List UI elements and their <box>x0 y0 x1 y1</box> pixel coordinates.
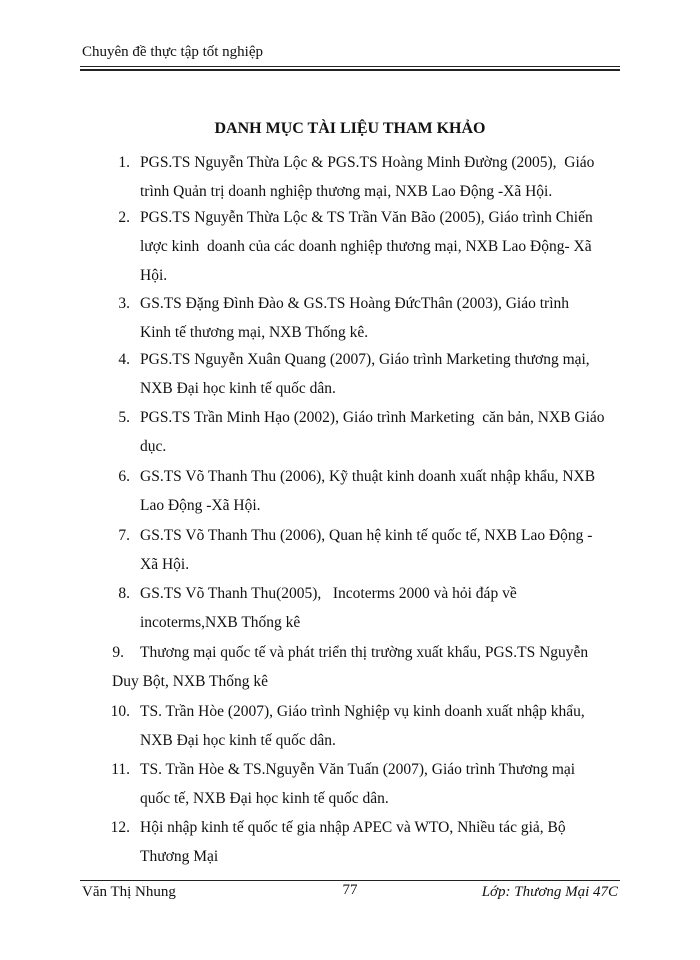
reference-text-line: GS.TS Võ Thanh Thu (2006), Quan hệ kinh tế quốc tế, NXB Lao Động - <box>140 527 593 544</box>
reference-number: 7. <box>118 527 130 544</box>
reference-number: 10. <box>110 703 130 720</box>
header-divider <box>80 66 620 67</box>
reference-text-line: trình Quản trị doanh nghiệp thương mại, NXB Lao Động -Xã Hội. <box>140 183 553 200</box>
reference-text-line: TS. Trần Hòe & TS.Nguyễn Văn Tuấn (2007), Giáo trình Thương mại <box>140 761 576 778</box>
reference-number: 3. <box>118 295 130 312</box>
reference-text-line: Kinh tế thương mại, NXB Thống kê. <box>140 324 369 341</box>
reference-text-line: Lao Động -Xã Hội. <box>140 497 261 514</box>
reference-number: 9. <box>112 644 124 661</box>
reference-text-line: PGS.TS Nguyễn Thừa Lộc & TS Trần Văn Bão (2005), Giáo trình Chiến <box>140 209 593 226</box>
reference-number: 12. <box>110 819 130 836</box>
reference-number: 4. <box>118 351 130 368</box>
reference-text-line: Hội nhập kinh tế quốc tế gia nhập APEC và WTO, Nhiều tác giả, Bộ <box>140 819 566 836</box>
header-title: Chuyên đề thực tập tốt nghiệp <box>82 44 264 60</box>
footer-divider <box>80 880 620 881</box>
reference-text-line: Thương mại quốc tế và phát triển thị trường xuất khẩu, PGS.TS Nguyễn <box>140 644 589 661</box>
reference-number: 6. <box>118 468 130 485</box>
reference-text-line: lược kinh doanh của các doanh nghiệp thương mại, NXB Lao Động- Xã <box>140 238 592 255</box>
reference-text-line: Hội. <box>140 267 168 284</box>
reference-text-line: NXB Đại học kinh tế quốc dân. <box>140 380 336 397</box>
reference-text-line: PGS.TS Nguyễn Thừa Lộc & PGS.TS Hoàng Minh Đường (2005), Giáo <box>140 154 595 171</box>
footer-class: Lớp: Thương Mại 47C <box>481 884 618 900</box>
reference-text-line: incoterms,NXB Thống kê <box>140 614 301 631</box>
page-title: DANH MỤC TÀI LIỆU THAM KHẢO <box>214 120 486 137</box>
reference-text-line: dục. <box>140 438 167 455</box>
reference-number: 1. <box>118 154 130 171</box>
reference-text-line: Duy Bột, NXB Thống kê <box>112 673 269 690</box>
reference-text-line: GS.TS Đặng Đình Đào & GS.TS Hoàng ĐứcThân (2003), Giáo trình <box>140 295 570 312</box>
reference-number: 2. <box>118 209 130 226</box>
reference-text-line: GS.TS Võ Thanh Thu(2005), Incoterms 2000 và hỏi đáp về <box>140 585 517 602</box>
footer-author: Văn Thị Nhung <box>82 884 176 900</box>
reference-text-line: PGS.TS Trần Minh Hạo (2002), Giáo trình Marketing căn bản, NXB Giáo <box>140 409 605 426</box>
reference-text-line: TS. Trần Hòe (2007), Giáo trình Nghiệp vụ kinh doanh xuất nhập khẩu, <box>140 703 585 720</box>
reference-text-line: GS.TS Võ Thanh Thu (2006), Kỹ thuật kinh doanh xuất nhập khẩu, NXB <box>140 468 596 485</box>
reference-number: 5. <box>118 409 130 426</box>
reference-number: 8. <box>118 585 130 602</box>
page-number: 77 <box>342 882 358 898</box>
reference-text-line: Xã Hội. <box>140 556 190 573</box>
reference-text-line: NXB Đại học kinh tế quốc dân. <box>140 732 336 749</box>
reference-text-line: Thương Mại <box>140 848 219 865</box>
reference-number: 11. <box>111 761 130 778</box>
header-divider-thick <box>80 69 620 71</box>
reference-text-line: PGS.TS Nguyễn Xuân Quang (2007), Giáo trình Marketing thương mại, <box>140 351 590 368</box>
reference-text-line: quốc tế, NXB Đại học kinh tế quốc dân. <box>140 790 389 807</box>
